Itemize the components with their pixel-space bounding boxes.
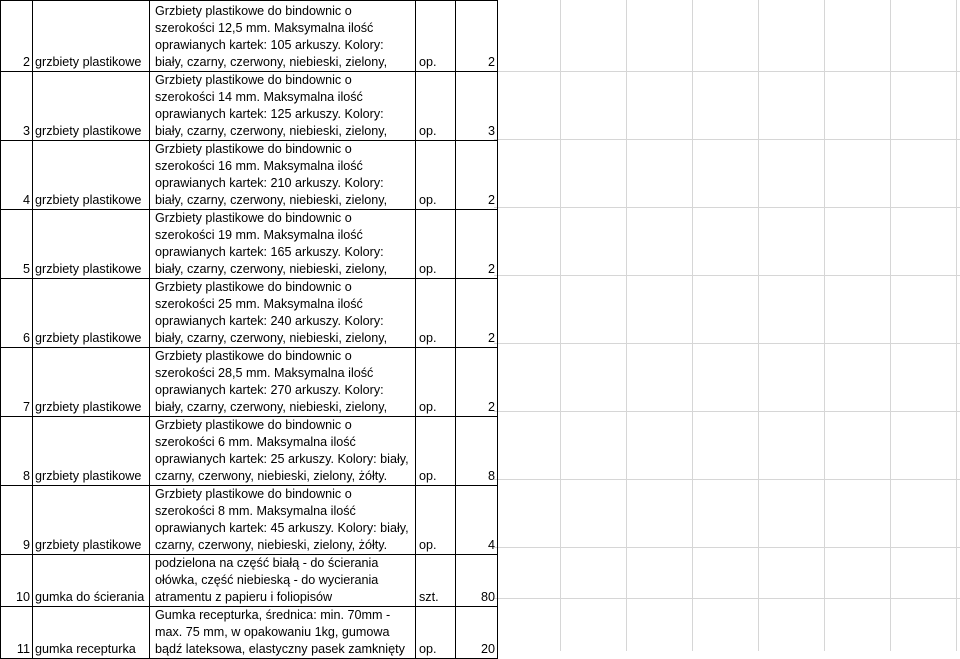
description-line: czarny, czerwony, niebieski, zielony, żółty. — [155, 469, 388, 483]
table-row — [1, 348, 498, 417]
description-line: oprawianych kartek: 25 arkuszy. Kolory: biały, — [155, 452, 409, 466]
description-line: Grzbiety plastikowe do bindownic o — [155, 73, 352, 87]
grid-line — [692, 0, 693, 651]
item-unit: szt. — [416, 555, 456, 607]
item-name: gumka recepturka — [33, 607, 150, 659]
description-line: oprawianych kartek: 270 arkuszy. Kolory: — [155, 383, 384, 397]
item-name: grzbiety plastikowe — [33, 279, 150, 348]
item-description — [150, 72, 416, 141]
description-line: oprawianych kartek: 240 arkuszy. Kolory: — [155, 314, 384, 328]
grid-line — [494, 598, 960, 599]
description-line: Grzbiety plastikowe do bindownic o — [155, 280, 352, 294]
description-line: Grzbiety plastikowe do bindownic o — [155, 142, 352, 156]
description-line: biały, czarny, czerwony, niebieski, zielony, — [155, 400, 388, 414]
table-row — [1, 417, 498, 486]
description-line: szerokości 6 mm. Maksymalna ilość — [155, 435, 356, 449]
row-number: 3 — [1, 72, 33, 141]
item-description — [150, 141, 416, 210]
item-description — [150, 555, 416, 607]
table-row — [1, 1, 498, 72]
row-number: 6 — [1, 279, 33, 348]
table-row — [1, 210, 498, 279]
item-name: grzbiety plastikowe — [33, 210, 150, 279]
grid-line — [956, 0, 957, 651]
description-line: bądź lateksowa, elastyczny pasek zamknięty — [155, 642, 405, 656]
row-number: 5 — [1, 210, 33, 279]
item-unit: op. — [416, 210, 456, 279]
description-line: oprawianych kartek: 125 arkuszy. Kolory: — [155, 107, 384, 121]
description-line: szerokości 14 mm. Maksymalna ilość — [155, 90, 363, 104]
grid-line — [560, 0, 561, 651]
description-line: biały, czarny, czerwony, niebieski, zielony, — [155, 193, 388, 207]
item-quantity: 2 — [456, 279, 498, 348]
description-line: Gumka recepturka, średnica: min. 70mm - — [155, 608, 391, 622]
item-description — [150, 210, 416, 279]
description-line: Grzbiety plastikowe do bindownic o — [155, 4, 352, 18]
grid-line — [494, 71, 960, 72]
grid-line — [494, 207, 960, 208]
item-unit: op. — [416, 72, 456, 141]
description-line: czarny, czerwony, niebieski, zielony, żółty. — [155, 538, 388, 552]
description-line: podzielona na część białą - do ścierania — [155, 556, 379, 570]
item-quantity: 4 — [456, 486, 498, 555]
table-row — [1, 72, 498, 141]
item-name: grzbiety plastikowe — [33, 486, 150, 555]
grid-line — [824, 0, 825, 651]
item-quantity: 20 — [456, 607, 498, 659]
item-quantity: 2 — [456, 1, 498, 72]
description-line: oprawianych kartek: 165 arkuszy. Kolory: — [155, 245, 384, 259]
description-line: Grzbiety plastikowe do bindownic o — [155, 211, 352, 225]
description-line: biały, czarny, czerwony, niebieski, zielony, — [155, 331, 388, 345]
item-unit: op. — [416, 348, 456, 417]
description-line: oprawianych kartek: 105 arkuszy. Kolory: — [155, 38, 384, 52]
item-name: grzbiety plastikowe — [33, 348, 150, 417]
description-line: szerokości 8 mm. Maksymalna ilość — [155, 504, 356, 518]
table-row — [1, 279, 498, 348]
item-quantity: 2 — [456, 210, 498, 279]
description-line: Grzbiety plastikowe do bindownic o — [155, 349, 352, 363]
item-description — [150, 279, 416, 348]
table-row — [1, 555, 498, 607]
description-line: szerokości 16 mm. Maksymalna ilość — [155, 159, 363, 173]
item-name: gumka do ścierania — [33, 555, 150, 607]
description-line: atramentu z papieru i foliopisów — [155, 590, 333, 604]
item-description — [150, 417, 416, 486]
row-number: 10 — [1, 555, 33, 607]
item-quantity: 8 — [456, 417, 498, 486]
item-description — [150, 1, 416, 72]
item-description — [150, 486, 416, 555]
grid-line — [494, 343, 960, 344]
grid-line — [626, 0, 627, 651]
item-quantity: 80 — [456, 555, 498, 607]
description-line: biały, czarny, czerwony, niebieski, zielony, — [155, 55, 388, 69]
item-name: grzbiety plastikowe — [33, 72, 150, 141]
table-row — [1, 486, 498, 555]
item-name: grzbiety plastikowe — [33, 141, 150, 210]
grid-line — [890, 0, 891, 651]
item-unit: op. — [416, 141, 456, 210]
grid-line — [494, 411, 960, 412]
description-line: ołówka, część niebieską - do wycierania — [155, 573, 379, 587]
row-number: 7 — [1, 348, 33, 417]
table-row — [1, 141, 498, 210]
item-quantity: 2 — [456, 141, 498, 210]
description-line: oprawianych kartek: 210 arkuszy. Kolory: — [155, 176, 384, 190]
item-unit: op. — [416, 1, 456, 72]
description-line: biały, czarny, czerwony, niebieski, zielony, — [155, 124, 388, 138]
description-line: oprawianych kartek: 45 arkuszy. Kolory: biały, — [155, 521, 409, 535]
row-number: 4 — [1, 141, 33, 210]
grid-line — [494, 479, 960, 480]
grid-line — [494, 275, 960, 276]
description-line: biały, czarny, czerwony, niebieski, zielony, — [155, 262, 388, 276]
description-line: szerokości 25 mm. Maksymalna ilość — [155, 297, 363, 311]
description-line: szerokości 12,5 mm. Maksymalna ilość — [155, 21, 374, 35]
item-quantity: 3 — [456, 72, 498, 141]
item-description — [150, 348, 416, 417]
item-quantity: 2 — [456, 348, 498, 417]
grid-line — [758, 0, 759, 651]
grid-line — [494, 139, 960, 140]
row-number: 9 — [1, 486, 33, 555]
item-unit: op. — [416, 279, 456, 348]
item-unit: op. — [416, 417, 456, 486]
grid-line — [494, 547, 960, 548]
row-number: 2 — [1, 1, 33, 72]
item-name: grzbiety plastikowe — [33, 1, 150, 72]
description-line: Grzbiety plastikowe do bindownic o — [155, 487, 352, 501]
item-unit: op. — [416, 607, 456, 659]
description-line: max. 75 mm, w opakowaniu 1kg, gumowa — [155, 625, 390, 639]
item-unit: op. — [416, 486, 456, 555]
description-line: szerokości 19 mm. Maksymalna ilość — [155, 228, 363, 242]
row-number: 11 — [1, 607, 33, 659]
description-line: Grzbiety plastikowe do bindownic o — [155, 418, 352, 432]
item-name: grzbiety plastikowe — [33, 417, 150, 486]
row-number: 8 — [1, 417, 33, 486]
description-line: szerokości 28,5 mm. Maksymalna ilość — [155, 366, 374, 380]
